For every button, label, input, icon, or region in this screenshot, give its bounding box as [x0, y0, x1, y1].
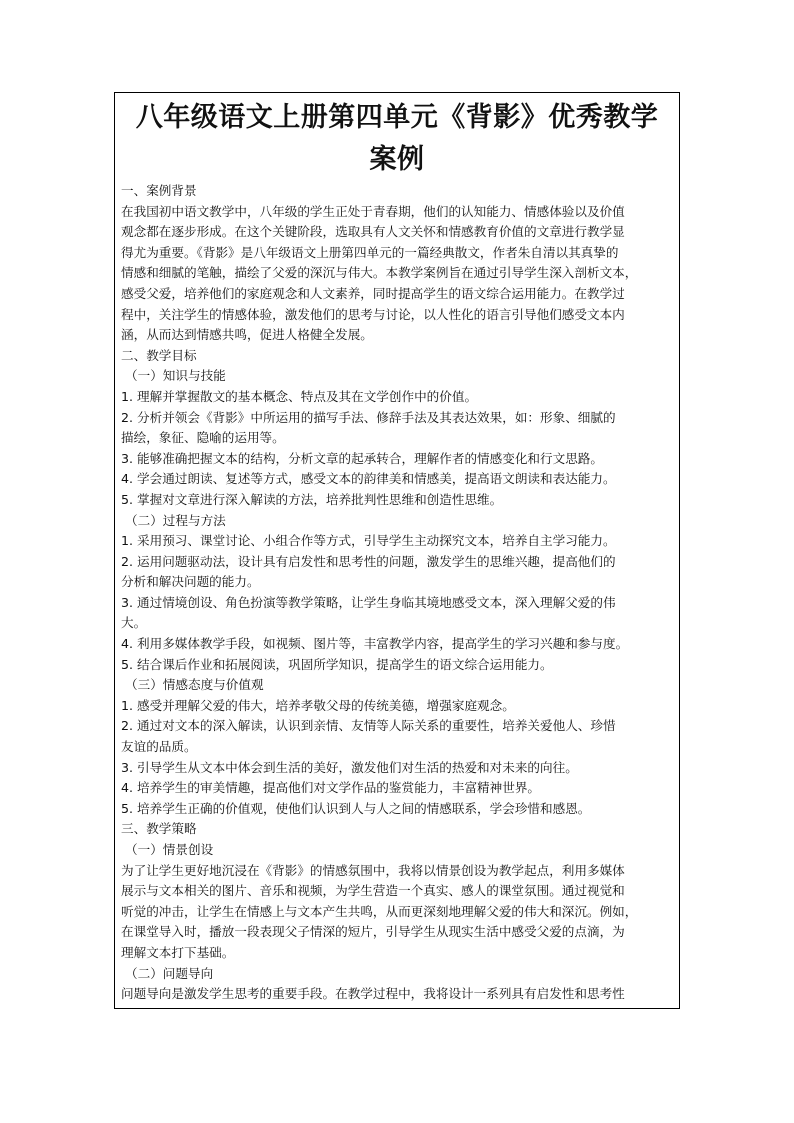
paragraph-line: 感受父爱，培养他们的家庭观念和人文素养，同时提高学生的语文综合运用能力。在教学过 — [121, 285, 625, 301]
list-item-line: 分析和解决问题的能力。 — [121, 574, 260, 590]
title-line-1: 八年级语文上册第四单元《背影》优秀教学 — [135, 102, 659, 133]
paragraph-line: 情感和细腻的笔触，描绘了父爱的深沉与伟大。本教学案例旨在通过引导学生深入剖析文本， — [121, 265, 638, 281]
list-item-line: 4. 学会通过朗读、复述等方式，感受文本的韵律美和情感美，提高语文朗读和表达能力。 — [121, 471, 616, 487]
list-item-line: 3. 能够准确把握文本的结构，分析文章的起承转合，理解作者的情感变化和行文思路。 — [121, 450, 603, 466]
subsection-heading: （三）情感态度与价值观 — [125, 677, 264, 693]
list-item-line: 1. 感受并理解父爱的伟大，培养孝敬父母的传统美德，增强家庭观念。 — [121, 697, 515, 713]
paragraph-line: 理解文本打下基础。 — [121, 944, 235, 960]
document-body — [115, 181, 679, 1005]
paragraph-line: 程中，关注学生的情感体验，激发他们的思考与讨论，以人性化的语言引导他们感受文本内 — [121, 306, 625, 322]
list-item-line: 3. 引导学生从文本中体会到生活的美好，激发他们对生活的热爱和对未来的向往。 — [121, 759, 578, 775]
document-frame — [114, 92, 680, 1009]
paragraph-line: 问题导向是激发学生思考的重要手段。在教学过程中，我将设计一系列具有启发性和思考性 — [121, 986, 625, 1002]
paragraph-line: 观念都在逐步形成。在这个关键阶段，选取具有人文关怀和情感教育价值的文章进行教学显 — [121, 224, 625, 240]
subsection-heading: （二）问题导向 — [125, 965, 214, 981]
list-item-line: 1. 采用预习、课堂讨论、小组合作等方式，引导学生主动探究文本，培养自主学习能力。 — [121, 533, 616, 549]
list-item-line: 大。 — [121, 615, 147, 631]
list-item-line: 5. 掌握对文章进行深入解读的方法，培养批判性思维和创造性思维。 — [121, 491, 503, 507]
list-item-line: 2. 通过对文本的深入解读，认识到亲情、友情等人际关系的重要性，培养关爱他人、珍惜 — [121, 718, 616, 734]
list-item-line: 3. 通过情境创设、角色扮演等教学策略，让学生身临其境地感受文本，深入理解父爱的伟 — [121, 594, 616, 610]
list-item-line: 4. 培养学生的审美情趣，提高他们对文学作品的鉴赏能力，丰富精神世界。 — [121, 780, 541, 796]
list-item-line: 5. 培养学生正确的价值观，使他们认识到人与人之间的情感联系，学会珍惜和感恩。 — [121, 800, 591, 816]
list-item-line: 4. 利用多媒体教学手段，如视频、图片等，丰富教学内容，提高学生的学习兴趣和参与度。 — [121, 636, 629, 652]
list-item-line: 描绘，象征、隐喻的运用等。 — [121, 430, 285, 446]
title-line-2: 案例 — [369, 144, 425, 175]
subsection-heading: （一）情景创设 — [125, 842, 214, 857]
subsection-heading: （一）知识与技能 — [125, 368, 226, 384]
paragraph-line: 得尤为重要。《背影》是八年级语文上册第四单元的一篇经典散文，作者朱自清以其真挚的 — [121, 244, 619, 260]
paragraph-line: 为了让学生更好地沉浸在《背影》的情感氛围中，我将以情景创设为教学起点，利用多媒体 — [121, 862, 625, 878]
subsection-heading: （二）过程与方法 — [125, 512, 226, 528]
list-item-line: 1. 理解并掌握散文的基本概念、特点及其在文学创作中的价值。 — [121, 388, 478, 404]
paragraph-line: 涵，从而达到情感共鸣，促进人格健全发展。 — [121, 327, 373, 343]
list-item-line: 2. 分析并领会《背影》中所运用的描写手法、修辞手法及其表达效果，如：形象、细腻的 — [121, 409, 616, 425]
paragraph-line: 展示与文本相关的图片、音乐和视频，为学生营造一个真实、感人的课堂氛围。通过视觉和 — [121, 883, 625, 899]
section-heading: 二、教学目标 — [121, 347, 197, 363]
paragraph-line: 听觉的冲击，让学生在情感上与文本产生共鸣，从而更深刻地理解父爱的伟大和深沉。例如， — [121, 903, 638, 919]
section-heading: 三、教学策略 — [121, 821, 197, 837]
paragraph-line: 在我国初中语文教学中，八年级的学生正处于青春期，他们的认知能力、情感体验以及价值 — [121, 203, 625, 219]
document-title — [115, 93, 679, 181]
paragraph-line: 在课堂导入时，播放一段表现父子情深的短片，引导学生从现实生活中感受父爱的点滴，为 — [121, 924, 625, 940]
list-item-line: 友谊的品质。 — [121, 739, 197, 755]
list-item-line: 2. 运用问题驱动法，设计具有启发性和思考性的问题，激发学生的思维兴趣，提高他们的 — [121, 553, 616, 569]
section-heading: 一、案例背景 — [121, 183, 197, 198]
list-item-line: 5. 结合课后作业和拓展阅读，巩固所学知识，提高学生的语文综合运用能力。 — [121, 656, 553, 672]
